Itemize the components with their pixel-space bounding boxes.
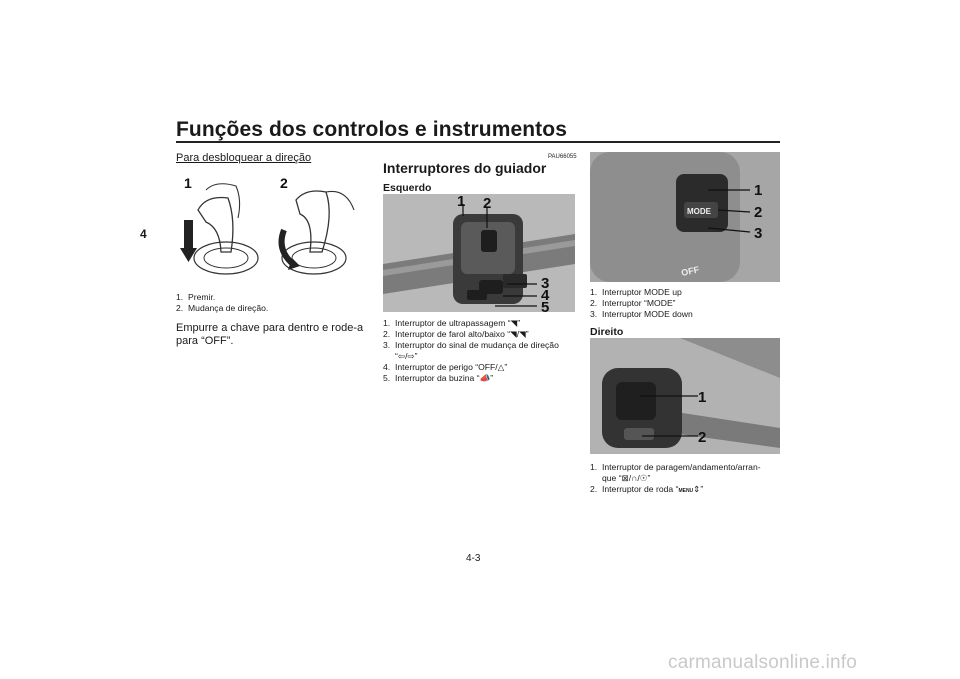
item-text: Interruptor da buzina “ [395,373,480,383]
item-number: 2. [590,484,598,494]
key-unlock-figure [176,170,366,285]
page-title: Funções dos controlos e instrumentos [176,118,567,141]
list-item [383,329,583,340]
chapter-tab [140,225,166,243]
unlock-steering-subheading: Para desbloquear a direção [176,152,312,164]
figure-label-2: 2 [698,429,707,446]
item-text: Interruptor MODE down [602,309,693,319]
start-icon: ☉ [639,473,648,483]
figure-label-4: 4 [541,287,550,304]
unlock-paragraph: Empurre a chave para dentro e rode-a para “OFF”. [176,322,364,347]
item-separator: / [628,473,632,483]
run-icon: ∩ [631,473,638,483]
figure-label-3: 3 [754,225,763,242]
item-text: Interruptor de perigo “OFF/ [395,362,498,372]
hazard-icon: △ [497,362,505,372]
item-text-end: ” [504,362,508,372]
watermark: carmanualsonline.info [668,652,858,673]
item-text-end: ” [647,473,651,483]
list-item [590,298,780,309]
mode-switch-photo [590,152,780,282]
list-item [383,362,583,373]
item-text-end: ” [517,318,521,328]
horn-icon: 📣 [479,373,491,383]
list-item [590,462,785,484]
caption-text: Mudança de direção. [188,303,269,313]
right-switch-photo [590,338,780,454]
title-rule [176,141,780,143]
left-caption-list [176,292,366,314]
item-text-open: “ [395,351,398,361]
item-separator: / [516,329,520,339]
item-separator: / [405,351,408,361]
item-number: 2. [590,298,598,308]
item-number: 2. [383,329,391,339]
low-beam-icon: ◥ [519,329,526,339]
page-number: 4-3 [466,553,481,564]
pass-light-icon: ◥ [510,318,518,328]
left-side-subheading: Esquerdo [383,182,432,194]
figure-label-1: 1 [457,194,466,210]
menu-wheel-label: MENU [678,488,694,494]
high-beam-icon: ◥ [510,329,517,339]
caption-item [176,292,366,303]
figure-label-5: 5 [541,299,550,312]
caption-item [176,303,366,314]
item-text-end: ” [490,373,494,383]
item-text: Interruptor de roda “ [602,484,679,494]
key-unlock-illustration [176,170,366,285]
section-code: PAU66055 [548,154,577,160]
mode-button-text: MODE [687,207,711,216]
item-number: 4. [383,362,391,372]
figure-label-1: 1 [184,175,192,191]
item-text-end: ” [414,351,418,361]
item-number: 1. [590,462,598,472]
item-number: 1. [383,318,391,328]
list-item [383,373,583,384]
figure-label-2: 2 [483,195,492,212]
figure-label-1: 1 [754,182,763,199]
item-number: 5. [383,373,391,383]
item-text: Interruptor “MODE” [602,298,676,308]
list-item [383,318,583,329]
item-text: Interruptor do sinal de mudança de direção [395,340,559,350]
right-turn-icon: ⇨ [407,351,415,361]
left-switch-list [383,318,583,384]
figure-label-1: 1 [698,389,707,406]
right-switch-illustration [590,338,780,454]
right-side-subheading: Direito [590,326,624,338]
list-item [383,340,583,362]
item-number: 3. [383,340,391,350]
menu-wheel-icon: ⇕ [693,484,701,494]
item-number: 3. [590,309,598,319]
figure-label-2: 2 [280,175,288,191]
figure-label-3: 3 [541,275,550,292]
right-switch-list [590,462,785,497]
caption-number: 2. [176,303,184,313]
figure-label-2: 2 [754,204,763,221]
list-item [590,309,780,320]
item-text-end: ” [525,329,529,339]
item-text-cont: que “ [602,473,622,483]
item-text-end: ” [700,484,704,494]
stop-icon: ⊠ [621,473,629,483]
mode-switch-illustration [590,152,780,282]
chapter-number: 4 [140,227,147,241]
list-item [590,287,780,298]
mode-switch-list [590,287,780,320]
list-item [590,484,785,497]
item-text: Interruptor MODE up [602,287,682,297]
left-switch-photo [383,194,575,312]
item-text: Interruptor de farol alto/baixo “ [395,329,511,339]
caption-text: Premir. [188,292,216,302]
off-label: OFF [680,264,701,278]
left-turn-icon: ⇦ [397,351,406,361]
item-separator: / [637,473,640,483]
handlebar-switches-heading: Interruptores do guiador [383,160,547,176]
item-number: 1. [590,287,598,297]
left-switch-illustration [383,194,575,312]
item-text: Interruptor de ultrapassagem “ [395,318,511,328]
item-text: Interruptor de paragem/andamento/arran- [602,462,761,472]
caption-number: 1. [176,292,184,302]
